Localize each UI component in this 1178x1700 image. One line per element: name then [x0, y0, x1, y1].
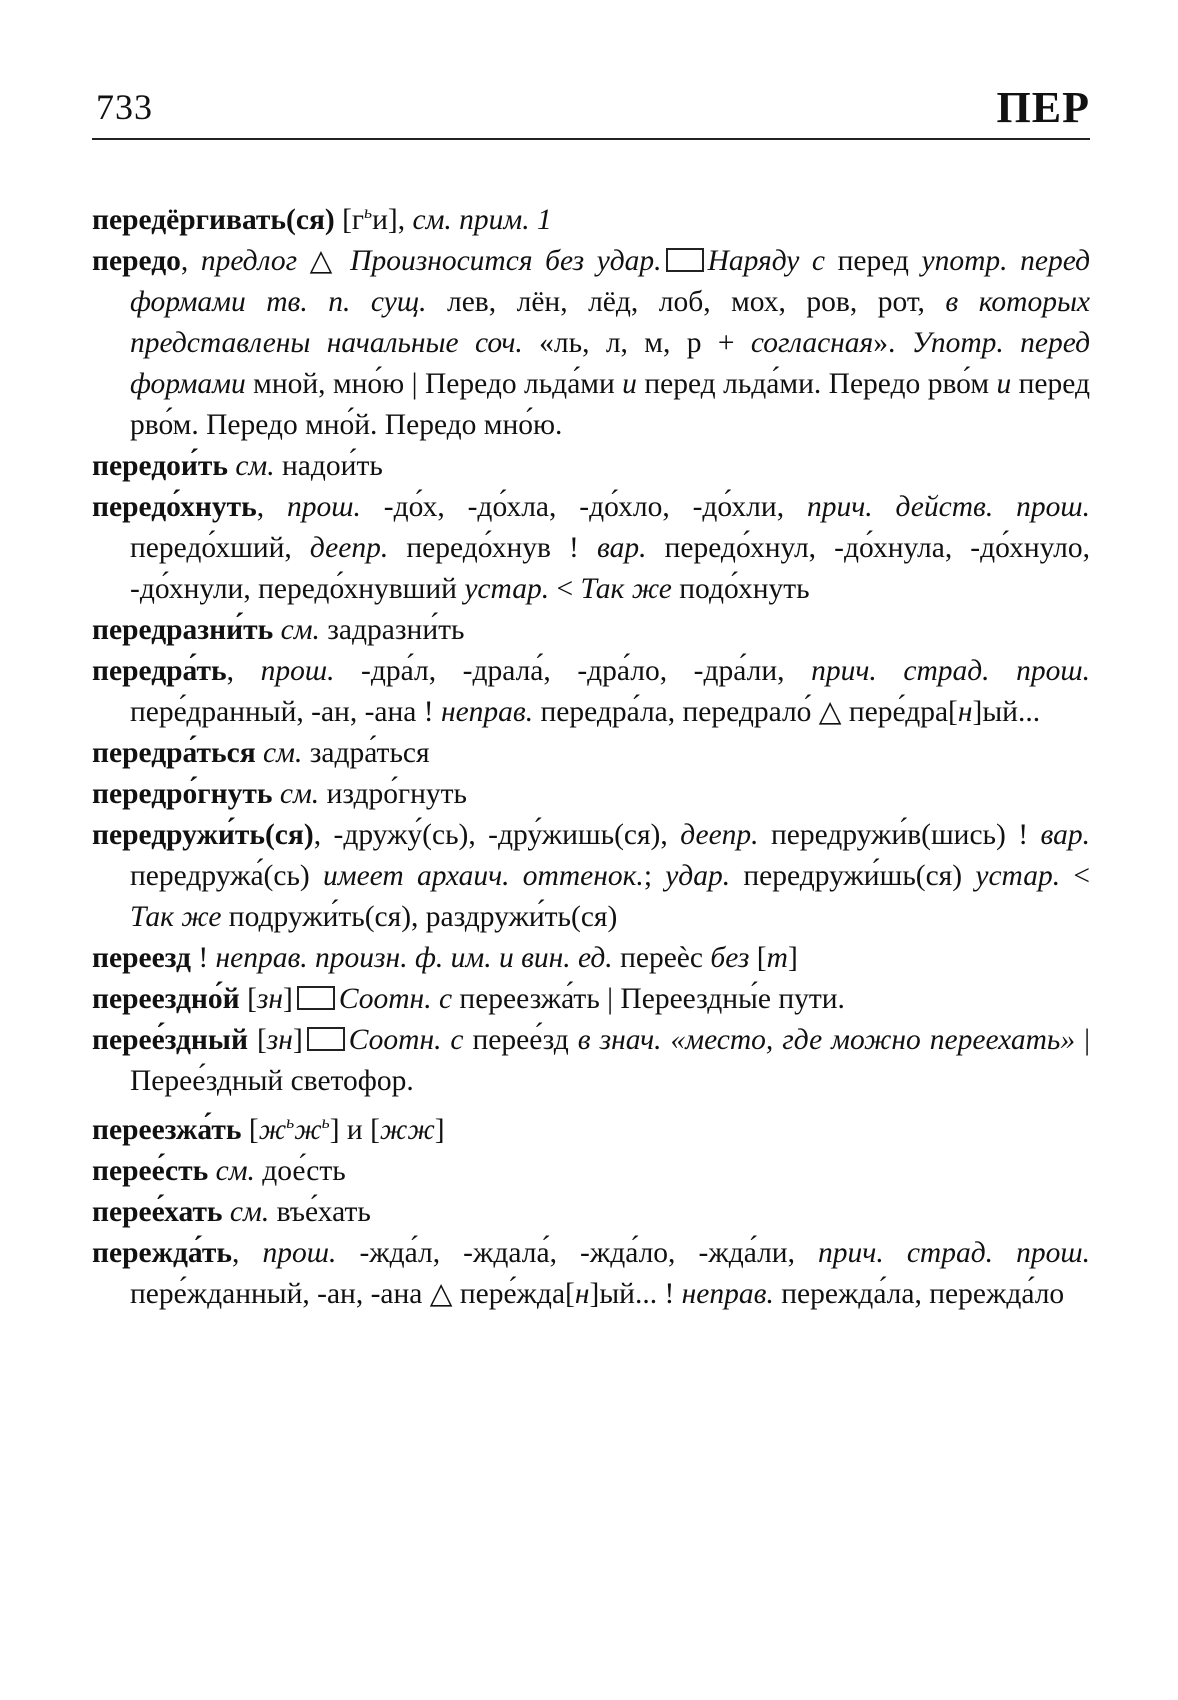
entry-label-italic: ж: [294, 1113, 322, 1146]
entry-text: передружи́в(шись) !: [758, 818, 1041, 851]
entry-label-italic: см.: [229, 1195, 270, 1228]
entry-text: ь: [364, 202, 373, 222]
entry-label-italic: без: [710, 941, 750, 974]
entry-text: -дра́л, -драла́, -дра́ло, -дра́ли,: [334, 654, 812, 687]
page-header: [92, 82, 1090, 142]
entry-text: передра́ла, передрало́ △ пере́дра[: [533, 695, 958, 728]
entry-text: издро́гнуть: [319, 777, 467, 810]
dictionary-entry: [92, 446, 1090, 487]
entry-text: передружи́шь(ся): [730, 859, 976, 892]
entry-text: ;: [643, 859, 666, 892]
entry-text: ь: [321, 1111, 330, 1132]
entry-text: дое́сть: [254, 1154, 346, 1187]
entry-text: ]: [434, 1113, 445, 1146]
entry-text: передо́хший,: [130, 531, 310, 564]
entry-label-italic: устар.: [975, 859, 1061, 892]
entry-headword: перее́сть: [92, 1154, 209, 1187]
entry-text: ]: [787, 941, 798, 974]
header-rule: [92, 138, 1090, 140]
entry-text: переезжа́ть | Переездны́е пути.: [452, 982, 845, 1015]
entry-text: , -дружу́(сь), -дру́жишь(ся),: [313, 818, 681, 851]
running-head: ПЕР: [996, 83, 1090, 132]
entry-headword: передо: [92, 244, 181, 277]
entry-label-italic: неправ.: [440, 695, 534, 728]
entry-text: перее́зд: [463, 1023, 578, 1056]
entry-text: ,: [231, 1236, 263, 1269]
entry-text: [273, 778, 280, 810]
entry-text: перед: [825, 244, 922, 277]
entry-label-italic: удар.: [665, 859, 731, 892]
dictionary-entry: [92, 610, 1090, 651]
entry-text: [: [239, 982, 257, 1015]
entry-label-italic: в знач. «место, где можно переехать»: [577, 1023, 1076, 1056]
entry-text: ]ый...: [972, 695, 1041, 728]
entry-label-italic: Произносится без удар.: [350, 244, 662, 277]
entry-label-italic: н: [574, 1277, 590, 1310]
entry-label-italic: вар.: [1040, 818, 1090, 851]
entry-label-italic: неправ.: [681, 1277, 774, 1310]
entry-label-italic: Так же: [580, 572, 672, 605]
entry-text: -до́х, -до́хла, -до́хло, -до́хли,: [360, 490, 807, 523]
entry-text: пере́дранный, -ан, -ана !: [130, 695, 441, 728]
entry-label-italic: деепр.: [309, 531, 389, 564]
entry-label-italic: прош.: [260, 654, 335, 687]
entry-label-italic: см.: [263, 736, 303, 769]
entry-text: ».: [873, 326, 912, 359]
entry-label-italic: т: [766, 941, 788, 974]
entry-label-italic: см.: [235, 449, 275, 482]
dictionary-entry: [92, 1102, 1090, 1151]
dictionary-entry: [92, 733, 1090, 774]
entry-label-italic: вар.: [597, 531, 647, 564]
entry-text: пере́жданный, -ан, -ана △ пере́жда[: [130, 1277, 575, 1310]
entry-text: передружа́(сь): [130, 859, 324, 892]
entry-headword: передра́ться: [92, 736, 256, 769]
entry-label-italic: Употр. перед формами: [130, 326, 1091, 400]
entry-headword: переездно́й: [92, 982, 240, 1015]
entry-text: <: [549, 572, 581, 605]
entry-text: △: [297, 244, 351, 277]
entry-label-italic: устар.: [464, 572, 550, 605]
entry-text: [: [247, 1023, 267, 1056]
entry-headword: передои́ть: [92, 449, 228, 482]
entry-text: передо́хнул, -до́хнула, -до́хнуло, -до́хнули, передо́хнувший: [130, 531, 1090, 605]
entry-text: задра́ться: [302, 736, 430, 769]
entry-list: [92, 192, 1090, 1315]
entry-headword: пережда́ть: [92, 1236, 232, 1269]
entry-text: подо́хнуть: [671, 572, 810, 605]
entry-text: ,: [256, 490, 287, 523]
dictionary-entry: [92, 774, 1090, 815]
entry-text: [г: [334, 203, 365, 236]
entry-text: надои́ть: [274, 449, 383, 482]
entry-text: передо́хнув !: [388, 531, 597, 564]
entry-label-italic: см.: [279, 777, 320, 810]
entry-text: [: [241, 1113, 259, 1146]
entry-label-italic: Так же: [130, 900, 222, 933]
entry-text: [273, 614, 280, 646]
entry-headword: передразни́ть: [92, 613, 274, 646]
entry-label-italic: см. прим. 1: [412, 203, 552, 236]
entry-text: ,: [397, 203, 413, 236]
entry-text: [208, 1155, 215, 1187]
entry-headword: передо́хнуть: [92, 490, 257, 523]
entry-text: перед рво́м. Передо мно́й. Передо мно́ю.: [130, 367, 1090, 441]
entry-label-italic: согласная: [750, 326, 874, 359]
entry-text: ]: [283, 982, 293, 1015]
dictionary-entry: [92, 651, 1090, 733]
entry-text: ь: [286, 1111, 295, 1132]
entry-label-italic: см.: [215, 1154, 255, 1187]
entry-label-italic: и: [996, 367, 1012, 400]
entry-label-italic: Соотн. с: [338, 982, 453, 1015]
entry-headword: перее́здный: [92, 1023, 248, 1056]
entry-label-italic: прош.: [286, 490, 361, 523]
entry-text: задразни́ть: [319, 613, 465, 646]
entry-label-italic: н: [957, 695, 973, 728]
entry-text: въе́хать: [269, 1195, 371, 1228]
dictionary-entry: [92, 1233, 1090, 1315]
entry-headword: переезжа́ть: [92, 1113, 242, 1146]
entry-text: ] и [: [329, 1113, 380, 1146]
entry-label-italic: Соотн. с: [348, 1023, 464, 1056]
entry-text: ]ый... !: [589, 1277, 682, 1310]
dictionary-entry: [92, 1192, 1090, 1233]
entry-label-italic: ж: [258, 1113, 287, 1146]
entry-text: перед льда́ми. Передо рво́м: [636, 367, 997, 400]
entry-text: <: [1060, 859, 1090, 892]
dictionary-entry: [92, 979, 1090, 1020]
entry-headword: передра́ть: [92, 654, 227, 687]
entry-text: переѐс: [612, 941, 711, 974]
entry-text: [256, 737, 263, 769]
entry-text: мной, мно́ю | Передо льда́ми: [245, 367, 623, 400]
entry-label-italic: в которых представлены начальные соч.: [130, 285, 1091, 359]
entry-headword: передёргивать(ся): [92, 203, 335, 236]
entry-text: | Перее́здный светофор.: [130, 1023, 1091, 1097]
entry-text: ,: [226, 654, 261, 687]
usage-note-box-icon: [307, 1027, 345, 1051]
entry-label-italic: жж: [379, 1113, 435, 1146]
entry-label-italic: зн: [266, 1023, 293, 1056]
dictionary-entry: [92, 192, 1090, 241]
entry-label-italic: предлог: [200, 244, 298, 277]
entry-label-italic: зн: [256, 982, 284, 1015]
entry-label-italic: прич. действ. прош.: [806, 490, 1090, 523]
entry-text: «ль, л, м, р +: [522, 326, 751, 359]
dictionary-entry: [92, 487, 1090, 610]
entry-text: !: [190, 941, 216, 974]
entry-label-italic: прич. страд. прош.: [818, 1236, 1090, 1269]
entry-headword: переезд: [92, 941, 191, 974]
entry-text: [223, 1196, 230, 1228]
entry-label-italic: и: [622, 367, 637, 400]
entry-label-italic: имеет архаич. оттенок.: [323, 859, 644, 892]
page-number: 733: [96, 87, 153, 127]
entry-headword: передро́гнуть: [92, 777, 273, 810]
dictionary-page: [92, 82, 1091, 1310]
entry-text: ]: [292, 1023, 303, 1056]
entry-headword: передружи́ть(ся): [92, 818, 314, 851]
usage-note-box-icon: [297, 986, 335, 1010]
usage-note-box-icon: [666, 248, 704, 272]
dictionary-entry: [92, 938, 1090, 979]
entry-text: -жда́л, -ждала́, -жда́ло, -жда́ли,: [336, 1236, 819, 1269]
entry-text: и]: [372, 203, 398, 236]
entry-text: лев, лён, лёд, лоб, мох, ров, рот,: [426, 285, 946, 318]
entry-headword: перее́хать: [92, 1195, 223, 1228]
dictionary-entry: [92, 241, 1090, 446]
entry-label-italic: деепр.: [680, 818, 759, 851]
entry-text: ,: [180, 244, 201, 277]
entry-label-italic: неправ. произн. ф. им. и вин. ед.: [215, 941, 613, 974]
dictionary-entry: [92, 1151, 1090, 1192]
entry-label-italic: употр. перед формами тв. п. сущ.: [130, 244, 1090, 318]
dictionary-entry: [92, 1020, 1090, 1102]
dictionary-entry: [92, 815, 1090, 938]
entry-label-italic: прич. страд. прош.: [811, 654, 1091, 687]
entry-label-italic: см.: [280, 613, 320, 646]
entry-label-italic: прош.: [262, 1236, 337, 1269]
entry-text: подружи́ть(ся), раздружи́ть(ся): [221, 900, 618, 933]
entry-label-italic: Наряду с: [707, 244, 825, 277]
entry-text: [: [749, 941, 767, 974]
entry-text: пережда́ла, пережда́ло: [773, 1277, 1065, 1310]
